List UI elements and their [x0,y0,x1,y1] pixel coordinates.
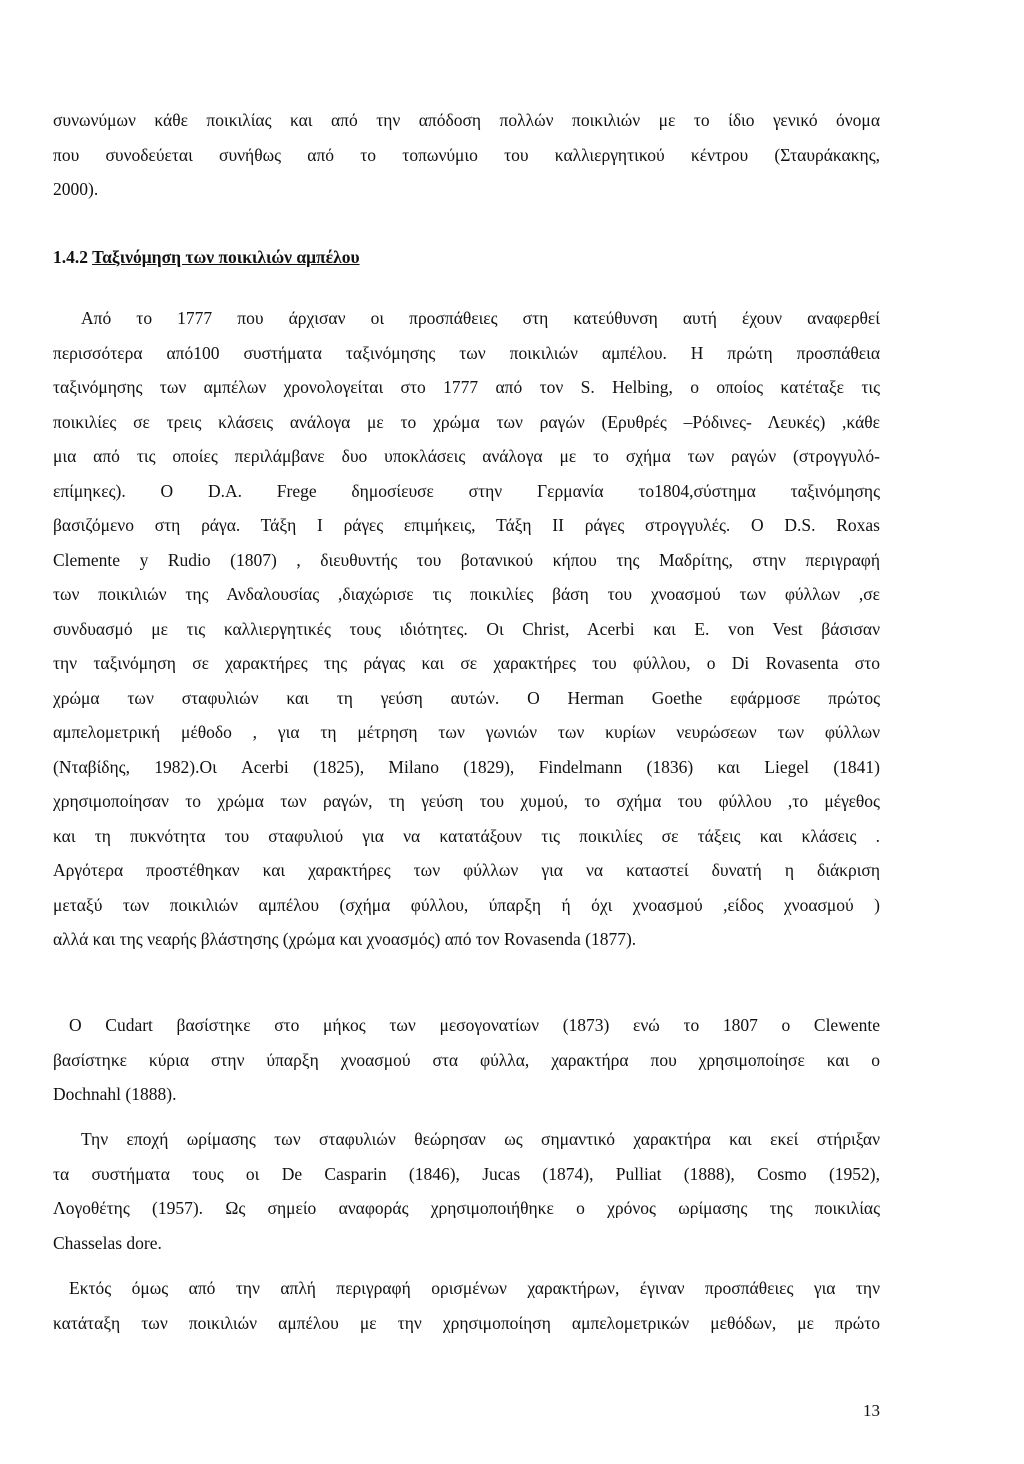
text-line: των ποικιλιών της Ανδαλουσίας ,διαχώρισε τις ποικιλίες βάση του χνοασμού των φύλλων ,σε [53,584,880,604]
text-line: αλλά και της νεαρής βλάστησης (χρώμα και χνοασμός) από τον Rovasenda (1877). [53,929,637,949]
text-line: συνωνύμων κάθε ποικιλίας και από την απόδοση πολλών ποικιλιών με το ίδιο γενικό όνομα [53,110,880,130]
text-line: περισσότερα από100 συστήματα ταξινόμησης των ποικιλιών αμπέλου. Η πρώτη προσπάθεια [53,342,880,363]
text-line: μια από τις οποίες περιλάμβανε δυο υποκλάσεις ανάλογα με το σχήμα των ραγών (στρογγυλό- [53,446,880,466]
text-line: επίμηκες). Ο D.A. Frege δημοσίευσε στην Γερμανία το1804,σύστημα ταξινόμησης [53,480,880,501]
paragraph-intro [53,103,880,207]
text-line: Chasselas dore. [53,1232,162,1253]
text-line: Αργότερα προστέθηκαν και χαρακτήρες των φύλλων για να καταστεί δυνατή η διάκριση [53,860,880,880]
text-line: και τη πυκνότητα του σταφυλιού για να κατατάξουν τις ποικιλίες σε τάξεις και κλάσεις . [53,825,880,846]
section-number: 1.4.2 [53,247,88,267]
paragraph-final [53,1271,880,1340]
text-line: Dochnahl (1888). [53,1084,177,1104]
paragraph-cudart [53,1008,880,1112]
text-line: τα συστήματα τους οι De Casparin (1846), Jucas (1874), Pulliat (1888), Cosmo (1952), [53,1163,880,1184]
text-line: συνδυασμό με τις καλλιεργητικές τους ιδιότητες. Οι Christ, Acerbi και E. von Vest βάσισαν [53,618,880,639]
text-line: χρησιμοποίησαν το χρώμα των ραγών, τη γεύση του χυμού, το σχήμα του φύλλου ,το μέγεθος [53,791,880,811]
text-line: Από το 1777 που άρχισαν οι προσπάθειες στη κατεύθυνση αυτή έχουν αναφερθεί [81,308,880,328]
text-line: Ο Cudart βασίστηκε στο μήκος των μεσογονατίων (1873) ενώ το 1807 ο Clewente [69,1015,880,1035]
text-line: την ταξινόμηση σε χαρακτήρες της ράγας και σε χαρακτήρες του φύλλου, ο Di Rovasenta στο [53,653,880,673]
text-line: Την εποχή ωρίμασης των σταφυλιών θεώρησαν ως σημαντικό χαρακτήρα και εκεί στήριξαν [81,1129,880,1149]
text-line: (Νταβίδης, 1982).Οι Acerbi (1825), Milano (1829), Findelmann (1836) και Liegel (1841) [53,756,880,777]
text-line: βασίστηκε κύρια στην ύπαρξη χνοασμού στα φύλλα, χαρακτήρα που χρησιμοποίησε και ο [53,1049,880,1070]
paragraph-maturation [53,1122,880,1260]
text-line: αμπελομετρική μέθοδο , για τη μέτρηση των γωνιών των κυρίων νευρώσεων των φύλλων [53,722,880,742]
text-line: βασιζόμενο στη ράγα. Τάξη I ράγες επιμήκεις, Τάξη II ράγες στρογγυλές. Ο D.S. Roxas [53,515,880,535]
text-line: ποικιλίες σε τρεις κλάσεις ανάλογα με το χρώμα των ραγών (Ερυθρές –Ρόδινες- Λευκές) ,κάθε [53,411,880,432]
section-heading [53,240,360,275]
text-line: 2000). [53,179,99,199]
text-line: που συνοδεύεται συνήθως από το τοπωνύμιο του καλλιεργητικού κέντρου (Σταυράκακης, [53,144,880,165]
text-line: ταξινόμησης των αμπέλων χρονολογείται στο 1777 από τον S. Helbing, ο οποίος κατέταξε τις [53,377,880,397]
section-title: Ταξινόμηση των ποικιλιών αμπέλου [92,247,360,267]
text-line: χρώμα των σταφυλιών και τη γεύση αυτών. Ο Herman Goethe εφάρμοσε πρώτος [53,687,880,708]
text-line: Εκτός όμως από την απλή περιγραφή ορισμένων χαρακτήρων, έγιναν προσπάθειες για την [69,1278,880,1298]
text-line: Clemente y Rudio (1807) , διευθυντής του βοτανικού κήπου της Μαδρίτης, στην περιγραφή [53,549,880,570]
paragraph-main [53,301,880,957]
text-line: μεταξύ των ποικιλιών αμπέλου (σχήμα φύλλου, ύπαρξη ή όχι χνοασμού ,είδος χνοασμού ) [53,894,880,915]
page-number: 13 [863,1401,880,1420]
text-line: κατάταξη των ποικιλιών αμπέλου με την χρησιμοποίηση αμπελομετρικών μεθόδων, με πρώτο [53,1312,880,1333]
text-line: Λογοθέτης (1957). Ως σημείο αναφοράς χρησιμοποιήθηκε ο χρόνος ωρίμασης της ποικιλίας [53,1198,880,1218]
